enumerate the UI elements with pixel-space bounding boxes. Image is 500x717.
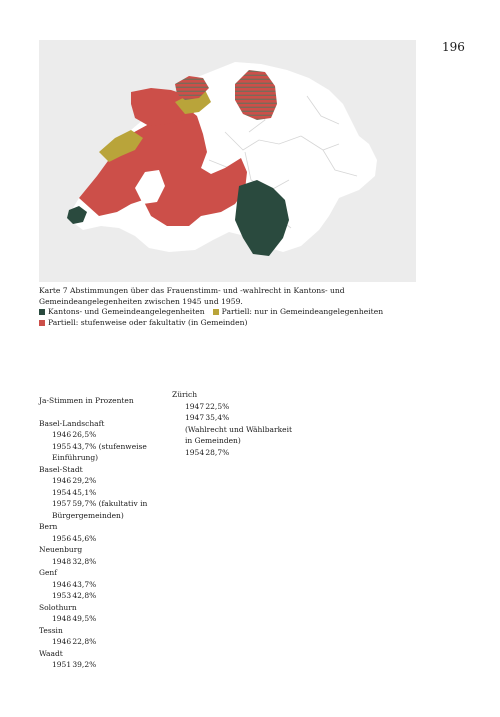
legend-swatch-red [39, 320, 45, 326]
results-left-column [39, 395, 179, 671]
vote-note-continued: in Gemeinden) [185, 436, 241, 445]
vote-entry: 1946 29,2% [52, 476, 97, 485]
legend-label: Partiell: stufenweise oder fakultativ (in Gemeinden) [48, 317, 248, 327]
legend-swatch-green [39, 309, 45, 315]
map-svg [39, 40, 416, 282]
vote-entry: 1955 43,7% (stufenweise [52, 441, 147, 451]
vote-entry: 1951 39,2% [52, 660, 97, 669]
canton-name: Neuenburg [39, 545, 83, 554]
vote-entry: 1947 22,5% [185, 401, 230, 411]
canton-name: Genf [39, 568, 58, 577]
canton-name: Basel-Stadt [39, 464, 83, 474]
vote-note-continued: Bürgergemeinden) [52, 510, 124, 520]
vote-entry: 1954 45,1% [52, 487, 97, 497]
vote-entry: 1946 43,7% [52, 579, 97, 589]
vote-entry: 1946 26,5% [52, 430, 97, 439]
map-caption [39, 286, 419, 328]
switzerland-map [39, 40, 416, 282]
legend-item-communal [213, 307, 383, 318]
canton-name: Solothurn [39, 602, 77, 612]
canton-name: Waadt [39, 648, 63, 658]
page-number: 196 [442, 40, 465, 54]
vote-note-continued: Einführung) [52, 453, 99, 462]
canton-name: Zürich [172, 390, 198, 399]
legend [39, 307, 419, 328]
vote-entry: 1948 32,8% [52, 556, 97, 566]
vote-entry: 1947 35,4% [185, 413, 230, 422]
vote-entry: 1956 45,6% [52, 533, 97, 543]
vote-entry: 1957 59,7% (fakultativ in [52, 499, 148, 508]
legend-item-cantonal [39, 307, 205, 318]
results-right-column [172, 389, 322, 458]
legend-swatch-olive [213, 309, 219, 315]
vote-entry: 1948 49,5% [52, 614, 97, 623]
legend-item-gradual [39, 318, 247, 329]
caption-title-line1: Karte 7 Abstimmungen über das Frauenstimm- und -wahlrecht in Kantons- und [39, 286, 345, 295]
caption-title-line2: Gemeindeangelegenheiten zwischen 1945 und 1959. [39, 296, 243, 306]
canton-name: Basel-Landschaft [39, 418, 105, 428]
results-heading: Ja-Stimmen in Prozenten [39, 396, 134, 405]
canton-name: Bern [39, 522, 58, 531]
legend-label: Kantons- und Gemeindeangelegenheiten [48, 307, 205, 316]
vote-entry: 1946 22,8% [52, 637, 97, 646]
vote-note: (Wahlrecht und Wählbarkeit [185, 424, 292, 434]
canton-name: Tessin [39, 625, 63, 635]
legend-label: Partiell: nur in Gemeindeangelegenheiten [221, 307, 384, 316]
vote-entry: 1953 42,8% [52, 591, 97, 600]
vote-entry: 1954 28,7% [185, 447, 230, 457]
